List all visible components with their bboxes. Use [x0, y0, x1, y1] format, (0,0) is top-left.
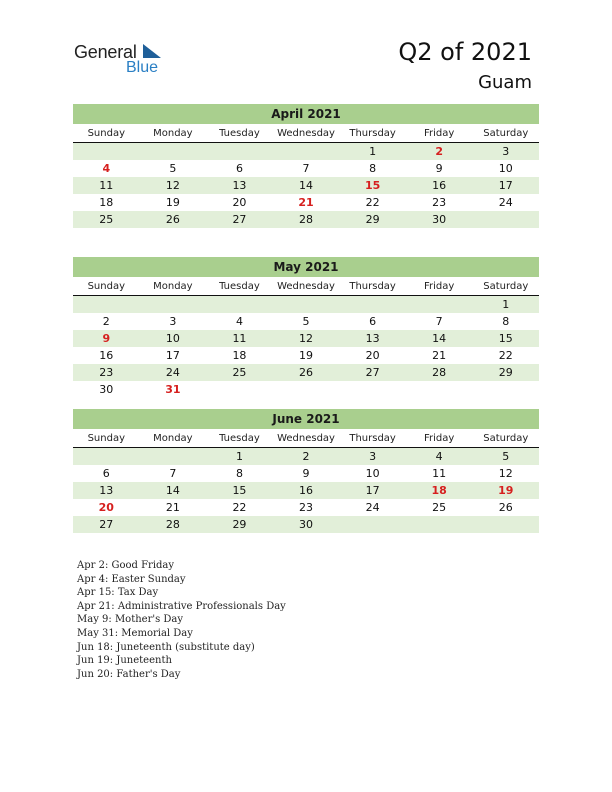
day-cell: 8	[502, 315, 510, 328]
week-row	[73, 381, 539, 398]
holiday-note: Apr 21: Administrative Professionals Day	[77, 600, 286, 612]
day-cell	[472, 211, 539, 228]
day-cell: 9	[302, 467, 310, 480]
day-cell: 30	[99, 383, 114, 396]
day-cell: 5	[502, 450, 510, 463]
day-cell: 26	[165, 213, 180, 226]
day-cell: 14	[165, 484, 180, 497]
day-cell: 23	[99, 366, 114, 379]
day-cell: 1	[235, 450, 243, 463]
day-cell	[406, 516, 473, 533]
weekday-label: Thursday	[349, 433, 396, 444]
month-june	[73, 409, 539, 533]
weekday-label: Saturday	[483, 281, 529, 292]
weekday-label: Saturday	[483, 433, 529, 444]
day-cell: 30	[432, 213, 447, 226]
day-cell: 27	[232, 213, 247, 226]
day-cell	[140, 143, 207, 160]
week-row	[73, 482, 539, 499]
day-cell: 7	[435, 315, 443, 328]
day-cell: 7	[302, 162, 310, 175]
holiday-note: May 31: Memorial Day	[77, 627, 193, 639]
day-cell: 1	[502, 298, 510, 311]
weekday-label: Monday	[153, 433, 193, 444]
day-cell: 11	[232, 332, 247, 345]
day-cell: 18	[232, 349, 247, 362]
weekday-label: Tuesday	[219, 281, 260, 292]
holiday-notes	[77, 559, 286, 681]
day-cell: 28	[165, 518, 180, 531]
day-cell: 29	[365, 213, 380, 226]
day-cell	[339, 296, 406, 313]
day-cell	[273, 143, 340, 160]
day-cell	[140, 296, 207, 313]
day-cell: 3	[169, 315, 177, 328]
day-cell: 16	[299, 484, 314, 497]
day-cell: 3	[502, 145, 510, 158]
day-cell: 20	[232, 196, 247, 209]
day-cell: 19	[498, 484, 514, 497]
day-cell	[273, 381, 340, 398]
day-cell: 1	[369, 145, 377, 158]
day-cell: 15	[498, 332, 513, 345]
day-cell: 15	[364, 179, 381, 192]
day-cell	[140, 448, 207, 465]
day-cell: 8	[235, 467, 243, 480]
day-cell: 4	[102, 162, 111, 175]
week-row	[73, 296, 539, 313]
day-cell	[73, 296, 140, 313]
day-cell: 6	[102, 467, 110, 480]
weekday-label: Thursday	[349, 281, 396, 292]
week-row	[73, 330, 539, 347]
day-cell: 24	[498, 196, 513, 209]
day-cell: 27	[99, 518, 114, 531]
weekday-header-row	[73, 124, 539, 143]
weekday-label: Friday	[424, 128, 455, 139]
week-row	[73, 160, 539, 177]
day-cell: 29	[498, 366, 513, 379]
country-name: Guam	[478, 72, 532, 93]
day-cell: 21	[165, 501, 180, 514]
week-row	[73, 516, 539, 533]
weekday-label: Friday	[424, 433, 455, 444]
holiday-note: Apr 4: Easter Sunday	[77, 573, 186, 585]
day-cell: 16	[432, 179, 447, 192]
day-cell: 15	[232, 484, 247, 497]
day-cell: 2	[435, 145, 443, 158]
month-april	[73, 104, 539, 228]
day-cell: 4	[235, 315, 243, 328]
weekday-label: Sunday	[87, 128, 125, 139]
day-cell: 12	[165, 179, 180, 192]
day-cell: 22	[365, 196, 380, 209]
day-cell: 12	[498, 467, 513, 480]
day-cell: 31	[165, 383, 181, 396]
day-cell: 19	[299, 349, 314, 362]
page-title: Q2 of 2021	[398, 38, 532, 66]
day-cell: 26	[498, 501, 513, 514]
day-cell: 30	[299, 518, 314, 531]
weekday-label: Wednesday	[277, 281, 335, 292]
day-cell: 22	[498, 349, 513, 362]
day-cell: 7	[169, 467, 177, 480]
day-cell: 9	[102, 332, 111, 345]
day-cell	[73, 143, 140, 160]
day-cell: 6	[235, 162, 243, 175]
day-cell: 17	[165, 349, 180, 362]
logo-general-text: General	[74, 42, 137, 62]
day-cell: 23	[432, 196, 447, 209]
day-cell: 21	[298, 196, 314, 209]
day-cell: 16	[99, 349, 114, 362]
day-cell: 17	[365, 484, 380, 497]
day-cell	[339, 381, 406, 398]
weekday-label: Wednesday	[277, 128, 335, 139]
weekday-label: Monday	[153, 281, 193, 292]
day-cell: 28	[432, 366, 447, 379]
day-cell	[206, 296, 273, 313]
day-cell: 18	[431, 484, 447, 497]
day-cell: 14	[299, 179, 314, 192]
month-may	[73, 257, 539, 398]
month-title: May 2021	[73, 257, 539, 277]
week-row	[73, 177, 539, 194]
day-cell: 8	[369, 162, 377, 175]
day-cell: 11	[99, 179, 114, 192]
day-cell: 28	[299, 213, 314, 226]
day-cell	[206, 143, 273, 160]
weekday-label: Tuesday	[219, 128, 260, 139]
weekday-label: Saturday	[483, 128, 529, 139]
day-cell: 3	[369, 450, 377, 463]
day-cell: 10	[165, 332, 180, 345]
weekday-label: Wednesday	[277, 433, 335, 444]
day-cell: 2	[302, 450, 310, 463]
month-title: June 2021	[73, 409, 539, 429]
week-row	[73, 313, 539, 330]
weekday-label: Monday	[153, 128, 193, 139]
weekday-label: Sunday	[87, 433, 125, 444]
day-cell: 27	[365, 366, 380, 379]
day-cell: 20	[365, 349, 380, 362]
day-cell: 9	[435, 162, 443, 175]
holiday-note: Jun 18: Juneteenth (substitute day)	[77, 641, 255, 653]
day-cell: 4	[435, 450, 443, 463]
day-cell: 23	[299, 501, 314, 514]
day-cell: 18	[99, 196, 114, 209]
weekday-label: Friday	[424, 281, 455, 292]
weekday-label: Tuesday	[219, 433, 260, 444]
day-cell: 6	[369, 315, 377, 328]
day-cell: 5	[302, 315, 310, 328]
day-cell: 25	[432, 501, 447, 514]
day-cell: 5	[169, 162, 177, 175]
day-cell: 21	[432, 349, 447, 362]
day-cell	[406, 381, 473, 398]
month-title: April 2021	[73, 104, 539, 124]
logo-flag-icon	[143, 44, 161, 60]
day-cell: 13	[365, 332, 380, 345]
week-row	[73, 364, 539, 381]
holiday-note: Jun 19: Juneteenth	[77, 655, 172, 667]
day-cell: 22	[232, 501, 247, 514]
week-row	[73, 448, 539, 465]
day-cell: 25	[99, 213, 114, 226]
day-cell	[73, 448, 140, 465]
weekday-header-row	[73, 277, 539, 296]
day-cell	[339, 516, 406, 533]
logo-blue-text: Blue	[126, 59, 159, 76]
day-cell: 11	[432, 467, 447, 480]
week-row	[73, 211, 539, 228]
day-cell: 25	[232, 366, 247, 379]
week-row	[73, 465, 539, 482]
day-cell: 13	[99, 484, 114, 497]
week-row	[73, 143, 539, 160]
day-cell: 14	[432, 332, 447, 345]
holiday-note: May 9: Mother's Day	[77, 614, 184, 626]
holiday-note: Apr 15: Tax Day	[77, 587, 159, 599]
week-row	[73, 347, 539, 364]
day-cell: 29	[232, 518, 247, 531]
day-cell: 10	[498, 162, 513, 175]
day-cell	[472, 381, 539, 398]
day-cell: 10	[365, 467, 380, 480]
holiday-note: Jun 20: Father's Day	[77, 668, 181, 680]
logo	[74, 42, 174, 76]
day-cell: 17	[498, 179, 513, 192]
day-cell: 24	[165, 366, 180, 379]
day-cell: 24	[365, 501, 380, 514]
week-row	[73, 499, 539, 516]
day-cell	[472, 516, 539, 533]
weekday-label: Sunday	[87, 281, 125, 292]
holiday-note: Apr 2: Good Friday	[77, 560, 175, 571]
day-cell	[406, 296, 473, 313]
day-cell	[206, 381, 273, 398]
weekday-label: Thursday	[349, 128, 396, 139]
day-cell: 20	[98, 501, 114, 514]
day-cell: 13	[232, 179, 247, 192]
day-cell	[273, 296, 340, 313]
day-cell: 12	[299, 332, 314, 345]
weekday-header-row	[73, 429, 539, 448]
day-cell: 26	[299, 366, 314, 379]
day-cell: 19	[165, 196, 180, 209]
week-row	[73, 194, 539, 211]
day-cell: 2	[102, 315, 110, 328]
